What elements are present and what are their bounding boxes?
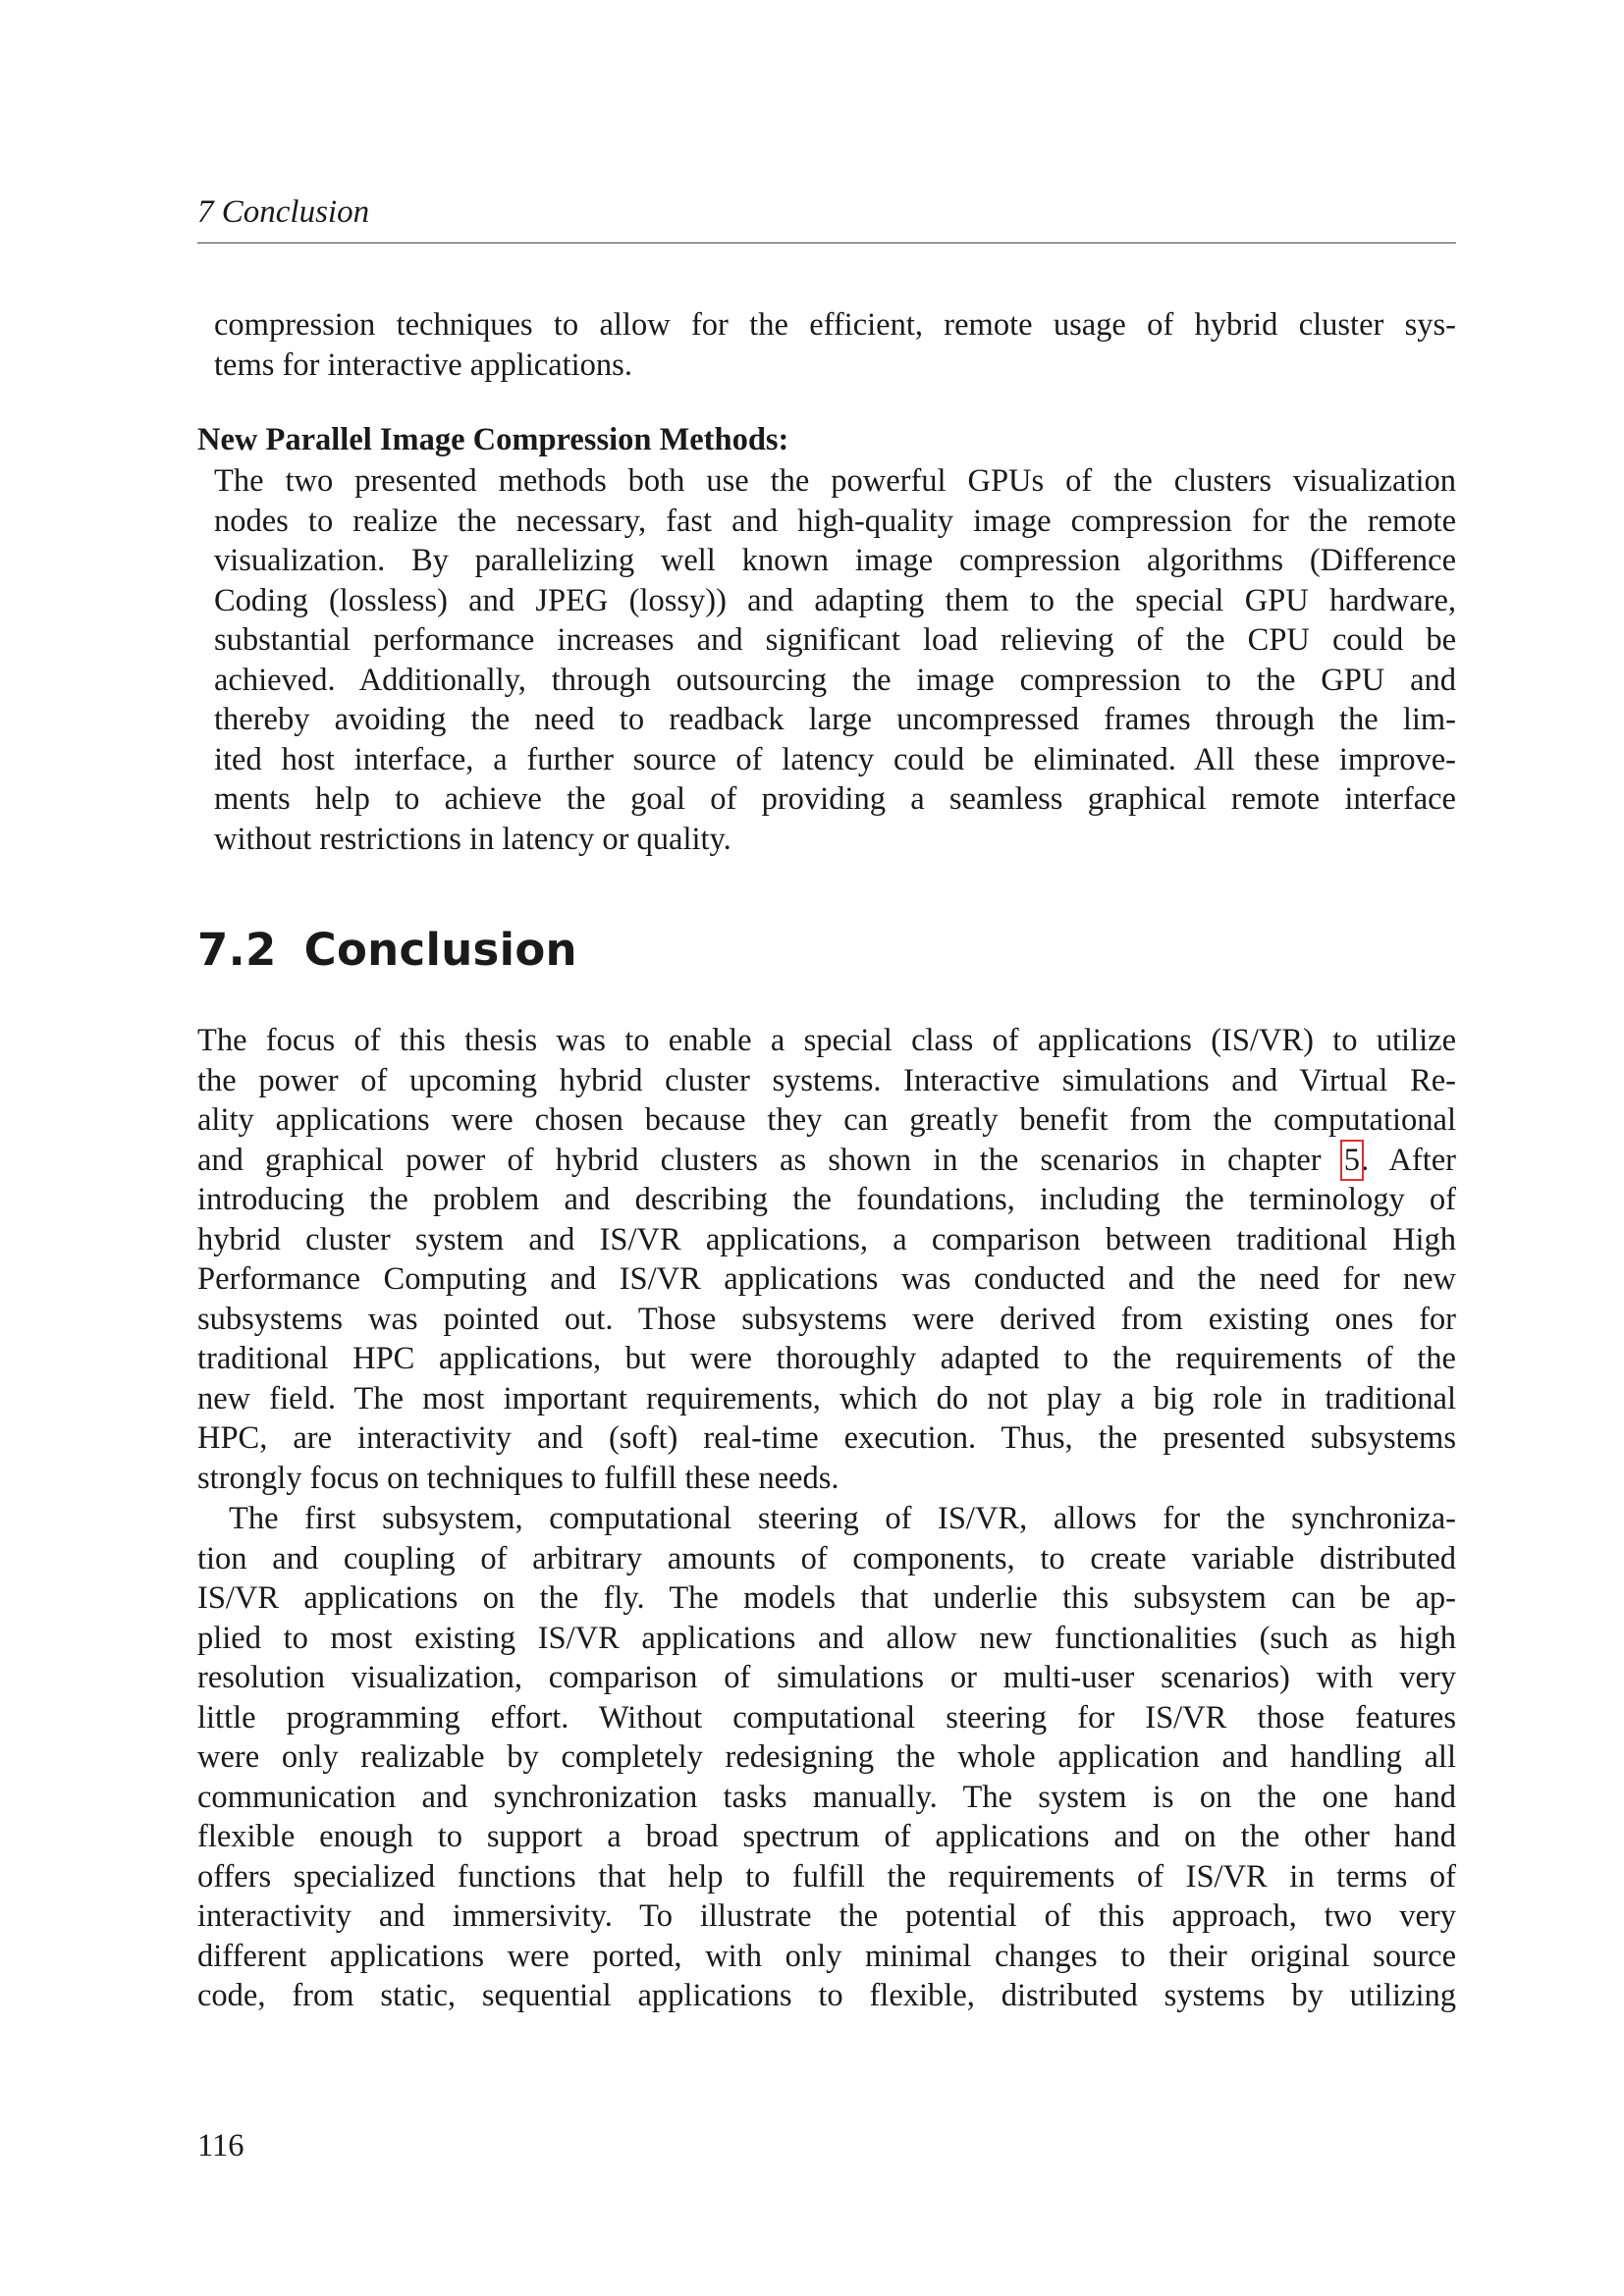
text-line: compression techniques to allow for the efficient, remote usage of hybrid cluster sys-	[214, 307, 1456, 343]
text-line: substantial performance increases and significant load relieving of the CPU could be	[214, 622, 1456, 658]
text-line: The two presented methods both use the powerful GPUs of the clusters visualization	[214, 463, 1456, 499]
text-line: ality applications were chosen because they can greatly benefit from the computational	[197, 1102, 1456, 1138]
text-line: The focus of this thesis was to enable a special class of applications (IS/VR) to utilize	[197, 1023, 1456, 1058]
text-line: HPC, are interactivity and (soft) real-time execution. Thus, the presented subsystems	[197, 1420, 1456, 1456]
section-number: 7.2	[197, 924, 277, 976]
definition-body	[214, 461, 1456, 859]
section-heading	[197, 923, 577, 978]
text-line: plied to most existing IS/VR applications and allow new functionalities (such as high	[197, 1620, 1456, 1656]
text-line: interactivity and immersivity. To illustrate the potential of this approach, two very	[197, 1898, 1456, 1934]
text-line: offers specialized functions that help to fulfill the requirements of IS/VR in terms of	[197, 1858, 1456, 1895]
text-line: traditional HPC applications, but were thoroughly adapted to the requirements of the	[197, 1341, 1456, 1376]
text-line: thereby avoiding the need to readback large uncompressed frames through the lim-	[214, 702, 1456, 737]
header-rule	[197, 242, 1456, 243]
text-line: code, from static, sequential applications to flexible, distributed systems by utilizing	[197, 1978, 1456, 2013]
text-line: flexible enough to support a broad spectrum of applications and on the other hand	[197, 1819, 1456, 1854]
running-header: 7 Conclusion	[197, 194, 370, 230]
text-line: ments help to achieve the goal of providing a seamless graphical remote interface	[214, 781, 1456, 817]
reference-prefix: and graphical power of hybrid clusters as shown in the scenarios in chapter	[197, 1142, 1322, 1178]
reference-suffix: . After	[1360, 1142, 1457, 1178]
text-line: introducing the problem and describing the foundations, including the terminology of	[197, 1182, 1456, 1217]
text-line: resolution visualization, comparison of simulations or multi-user scenarios) with very	[197, 1660, 1456, 1695]
continuation-paragraph	[214, 305, 1456, 385]
chapter-reference-link[interactable]: 5	[1343, 1142, 1360, 1178]
conclusion-paragraph-1	[197, 1021, 1456, 1498]
text-line: tems for interactive applications.	[214, 347, 632, 383]
text-line: The first subsystem, computational steering of IS/VR, allows for the synchroniza-	[229, 1501, 1456, 1536]
text-line: without restrictions in latency or quality.	[214, 821, 731, 857]
text-line: nodes to realize the necessary, fast and high-quality image compression for the remote	[214, 503, 1456, 539]
text-line: tion and coupling of arbitrary amounts of components, to create variable distributed	[197, 1540, 1456, 1576]
definition-term: New Parallel Image Compression Methods:	[197, 422, 789, 457]
text-line: different applications were ported, with only minimal changes to their original source	[197, 1938, 1456, 1974]
text-line: were only realizable by completely redesigning the whole application and handling all	[197, 1739, 1456, 1775]
page-number: 116	[197, 2128, 244, 2163]
text-line: hybrid cluster system and IS/VR applications, a comparison between traditional High	[197, 1221, 1456, 1257]
text-line: visualization. By parallelizing well known image compression algorithms (Difference	[214, 543, 1456, 578]
text-line: ited host interface, a further source of latency could be eliminated. All these improve-	[214, 741, 1456, 777]
text-line: subsystems was pointed out. Those subsystems were derived from existing ones for	[197, 1301, 1456, 1337]
text-line: Coding (lossless) and JPEG (lossy)) and adapting them to the special GPU hardware,	[214, 582, 1456, 618]
section-title: Conclusion	[303, 924, 577, 976]
text-line: Performance Computing and IS/VR applications was conducted and the need for new	[197, 1261, 1456, 1297]
text-line: achieved. Additionally, through outsourcing the image compression to the GPU and	[214, 662, 1456, 698]
text-line: the power of upcoming hybrid cluster systems. Interactive simulations and Virtual Re-	[197, 1062, 1456, 1098]
text-line: new field. The most important requirements, which do not play a big role in traditional	[197, 1380, 1456, 1416]
text-line: IS/VR applications on the fly. The models that underlie this subsystem can be ap-	[197, 1580, 1456, 1616]
text-line: little programming effort. Without computational steering for IS/VR those features	[197, 1699, 1456, 1735]
text-line-with-reference	[197, 1141, 1456, 1181]
conclusion-paragraph-2	[197, 1499, 1456, 2016]
text-line: communication and synchronization tasks manually. The system is on the one hand	[197, 1779, 1456, 1815]
text-line: strongly focus on techniques to fulfill these needs.	[197, 1460, 839, 1496]
